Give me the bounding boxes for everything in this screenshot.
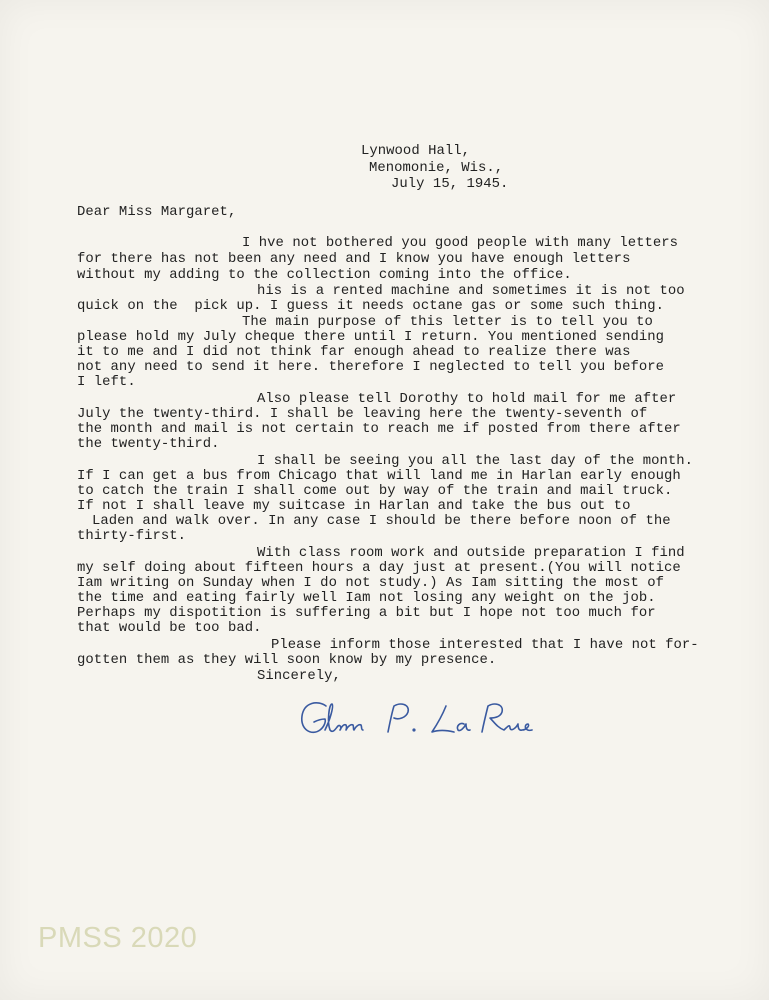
body-line: With class room work and outside preparation I find (257, 545, 685, 561)
body-line: the month and mail is not certain to reach me if posted from there after (77, 421, 681, 437)
body-line: July the twenty-third. I shall be leaving here the twenty-seventh of (77, 406, 648, 422)
body-line: that would be too bad. (77, 620, 262, 636)
body-line: Also please tell Dorothy to hold mail for me after (257, 391, 677, 407)
body-line: the time and eating fairly well Iam not losing any weight on the job. (77, 590, 656, 606)
body-line: The main purpose of this letter is to tell you to (242, 314, 653, 330)
body-line: Laden and walk over. In any case I should be there before noon of the (92, 513, 671, 529)
body-line: to catch the train I shall come out by way of the train and mail truck. (77, 483, 673, 499)
body-line: Iam writing on Sunday when I do not study.) As Iam sitting the most of (77, 575, 665, 591)
body-line: If I can get a bus from Chicago that will land me in Harlan early enough (77, 468, 681, 484)
salutation: Dear Miss Margaret, (77, 204, 237, 220)
body-line: quick on the pick up. I guess it needs octane gas or some such thing. (77, 298, 665, 314)
body-line: I left. (77, 374, 136, 390)
body-line: thirty-first. (77, 528, 187, 544)
closing: Sincerely, (257, 668, 341, 684)
body-line: for there has not been any need and I know you have enough letters (77, 251, 631, 267)
body-line: his is a rented machine and sometimes it is not too (257, 283, 685, 299)
body-line: If not I shall leave my suitcase in Harlan and take the bus out to (77, 498, 631, 514)
body-line: Please inform those interested that I have not for- (271, 637, 699, 653)
body-line: I shall be seeing you all the last day of the month. (257, 453, 694, 469)
body-line: the twenty-third. (77, 436, 220, 452)
body-line: not any need to send it here. therefore I neglected to tell you before (77, 359, 665, 375)
signature (296, 692, 546, 748)
body-line: it to me and I did not think far enough ahead to realize there was (77, 344, 631, 360)
address-line-1: Lynwood Hall, (361, 143, 471, 159)
date-line: July 15, 1945. (391, 176, 509, 192)
body-line: gotten them as they will soon know by my presence. (77, 652, 497, 668)
body-line: please hold my July cheque there until I return. You mentioned sending (77, 329, 665, 345)
watermark: PMSS 2020 (38, 922, 198, 954)
body-line: I hve not bothered you good people with many letters (242, 235, 679, 251)
body-line: my self doing about fifteen hours a day just at present.(You will notice (77, 560, 681, 576)
body-line: Perhaps my dispotition is suffering a bit but I hope not too much for (77, 605, 656, 621)
address-line-2: Menomonie, Wis., (369, 160, 504, 176)
body-line: without my adding to the collection coming into the office. (77, 267, 572, 283)
